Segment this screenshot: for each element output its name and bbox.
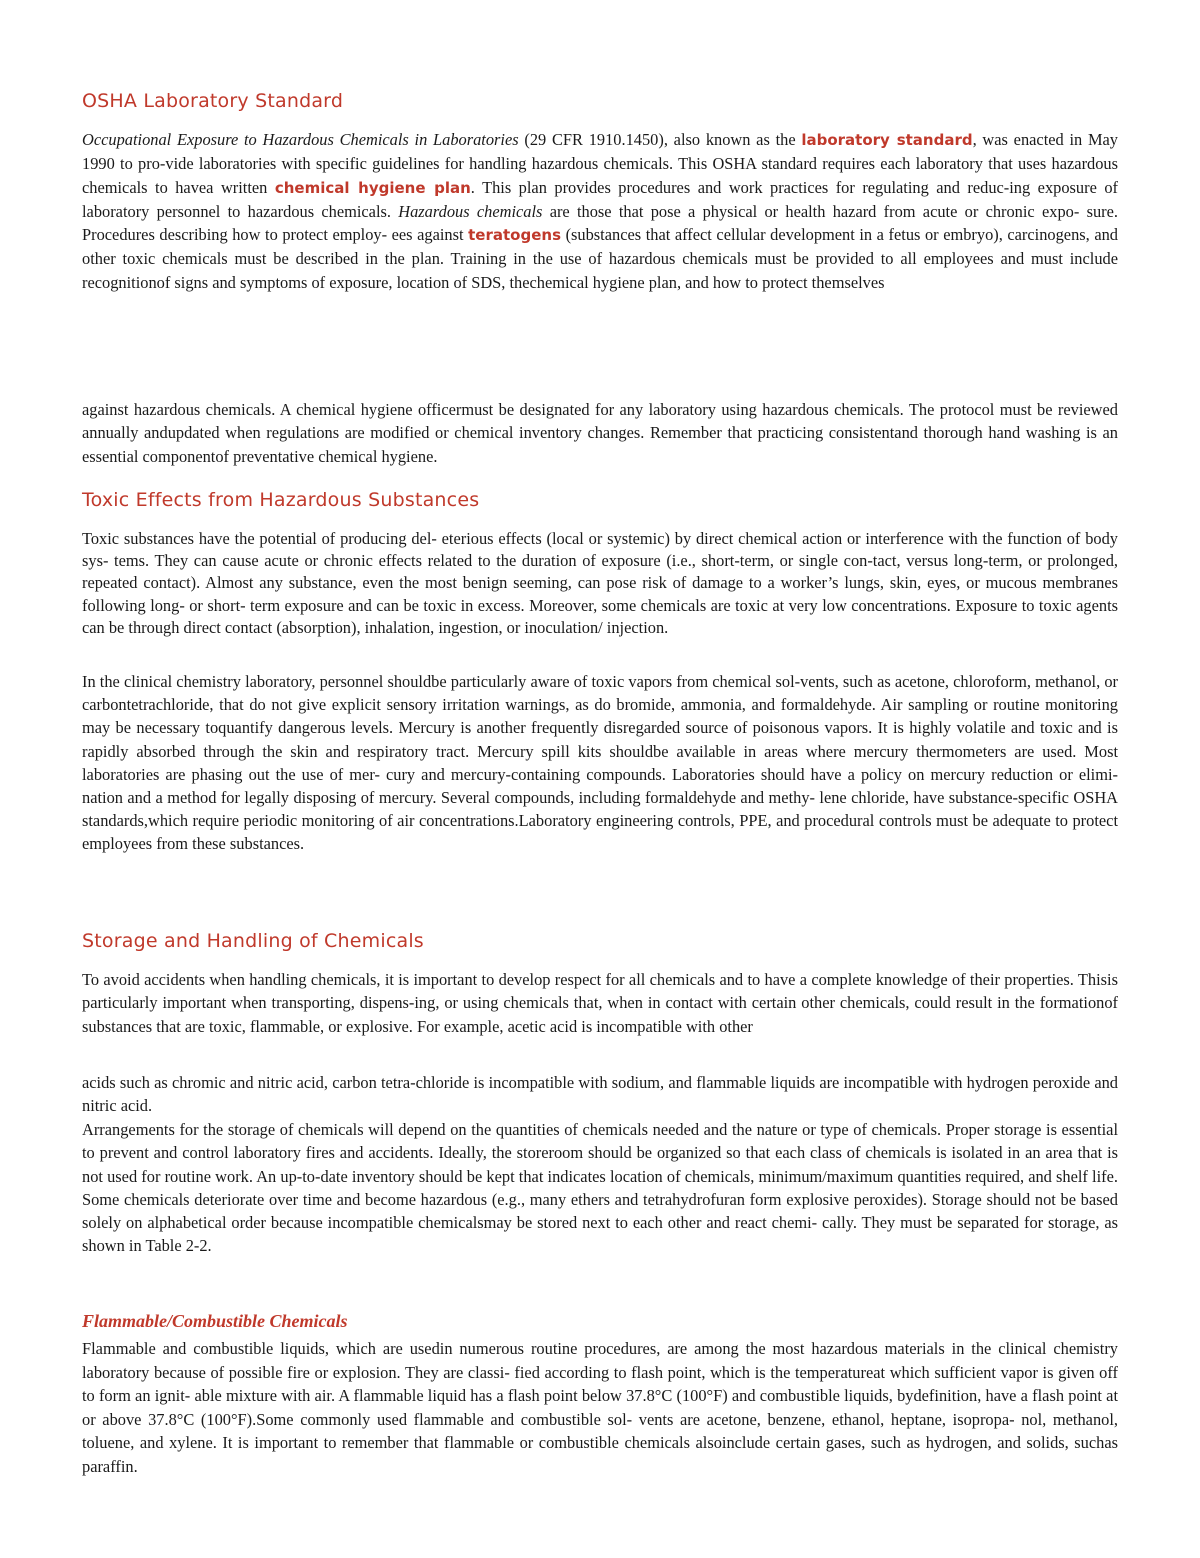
heading-toxic-effects: Toxic Effects from Hazardous Substances [82, 489, 480, 511]
paragraph-storage-arrangements: Arrangements for the storage of chemicals will depend on the quantities of chemicals needed and the nature or type of chemicals. Proper storage is essential to prevent and control laboratory fires and accidents. Ideally, the storeroom should be organized so that each class of chemicals is isolated in an area that is not used for routine work. An up-to-date inventory should be kept that indicates location of chemicals, minimum/maximum quantities required, and shelf life. Some chemicals deteriorate over time and become hazardous (e.g., many ethers and tetrahydrofuran form explosive peroxides). Storage should not be based solely on alphabetical order because incompatible chemicalsmay be stored next to each other and react chemi- cally. They must be separated for storage, as shown in Table 2-2. [82, 1120, 1118, 1256]
heading-osha-laboratory-standard: OSHA Laboratory Standard [82, 90, 344, 112]
italic-hazardous-chemicals: Hazardous chemicals [398, 201, 543, 221]
paragraph-flammable: Flammable and combustible liquids, which are usedin numerous routine procedures, are among the most hazardous materials in the clinical chemistry laboratory because of possible fire or explosion. They are classi- fied according to flash point, which is the temperatureat which sufficient vapor is given off to form an ignit- able mixture with air. A flammable liquid has a flash point below 37.8°C (100°F) and combustible liquids, bydefinition, have a flash point at or above 37.8°C (100°F).Some commonly used flammable and combustible sol- vents are acetone, benzene, ethanol, heptane, isopropa- nol, methanol, toluene, and xylene. It is important to remember that flammable or combustible chemicals alsoinclude certain gases, such as hydrogen, and solids, suchas paraffin. [82, 1339, 1118, 1476]
term-laboratory-standard: laboratory standard [801, 131, 973, 149]
heading-storage-handling: Storage and Handling of Chemicals [82, 930, 424, 952]
term-teratogens: teratogens [468, 226, 561, 245]
heading-flammable-combustible: Flammable/Combustible Chemicals [82, 1311, 348, 1331]
paragraph-storage-intro: To avoid accidents when handling chemicals, it is important to develop respect for all chemicals and to have a complete knowledge of their properties. Thisis particularly important when transporting, dispens-ing, or using chemicals that, when in contact with certain other chemicals, could result in the formationof substances that are toxic, flammable, or explosive. For example, acetic acid is incompatible with other [82, 970, 1118, 1036]
text-run: are those that pose a physical or health hazard from acute or chronic expo- sure. Procedures describing how to protect employ- ees against [82, 201, 1118, 245]
text-run: , was enacted in May 1990 to pro-vide laboratories with specific guidelines for handling hazardous chemicals. This OSHA standard requires each laboratory that uses hazardous chemicals to havea written [82, 130, 1118, 197]
paragraph-osha-continued: against hazardous chemicals. A chemical hygiene officermust be designated for any laboratory using hazardous chemicals. The protocol must be reviewed annually andupdated when regulations are modified or chemical inventory changes. Remember that practicing consistentand thorough hand washing is an essential componentof preventative chemical hygiene. [82, 400, 1118, 466]
italic-standard-title: Occupational Exposure to Hazardous Chemicals in Laboratories [82, 130, 519, 149]
text-run: (29 CFR 1910.1450), also known as the [518, 130, 802, 149]
paragraph-toxic-vapors: In the clinical chemistry laboratory, personnel shouldbe particularly aware of toxic vapors from chemical sol-vents, such as acetone, chloroform, methanol, or carbontetrachloride, that do not give explicit sensory irritation warnings, as do bromide, ammonia, and formaldehyde. Air sampling or routine monitoring may be necessary toquantify dangerous levels. Mercury is another frequently disregarded source of poisonous vapors. It is highly volatile and toxic and is rapidly absorbed through the skin and respiratory tract. Mercury spill kits shouldbe available in areas where mercury thermometers are used. Most laboratories are phasing out the use of mer- cury and mercury-containing compounds. Laboratories should have a policy on mercury reduction or elimi- nation and a method for legally disposing of mercury. Several compounds, including formaldehyde and methy- lene chloride, have substance-specific OSHA standards,which require periodic monitoring of air concentrations.Laboratory engineering controls, PPE, and procedural controls must be adequate to protect employees from these substances. [82, 672, 1118, 854]
text-run: (substances that affect cellular development in a fetus or embryo), carcinogens, and other toxic chemicals must be described in the plan. Training in the use of hazardous chemicals must be provided to all employees and must include recognitionof signs and symptoms of exposure, location of SDS, thechemical hygiene plan, and how to protect themselves [82, 225, 1118, 292]
paragraph-toxic-intro: Toxic substances have the potential of producing del- eterious effects (local or systemic) by direct chemical action or interference with the function of body sys- tems. They can cause acute or chronic effects related to the duration of exposure (i.e., short-term, or single con-tact, versus long-term, or prolonged, repeated contact). Almost any substance, even the most benign seeming, can pose risk of damage to a worker’s lungs, skin, eyes, or mucous membranes following long- or short- term exposure and can be toxic in excess. Moreover, some chemicals are toxic at very low concentrations. Exposure to toxic agents can be through direct contact (absorption), inhalation, ingestion, or inoculation/ injection. [82, 529, 1118, 637]
term-chemical-hygiene-plan: chemical hygiene plan [274, 178, 471, 197]
text-run: . This plan provides procedures and work practices for regulating and reduc-ing exposure of laboratory personnel to hazardous chemicals. [82, 177, 1118, 221]
paragraph-osha-intro [82, 128, 1118, 294]
paragraph-storage-incompatible: acids such as chromic and nitric acid, carbon tetra-chloride is incompatible with sodium, and flammable liquids are incompatible with hydrogen peroxide and nitric acid. [82, 1073, 1118, 1116]
